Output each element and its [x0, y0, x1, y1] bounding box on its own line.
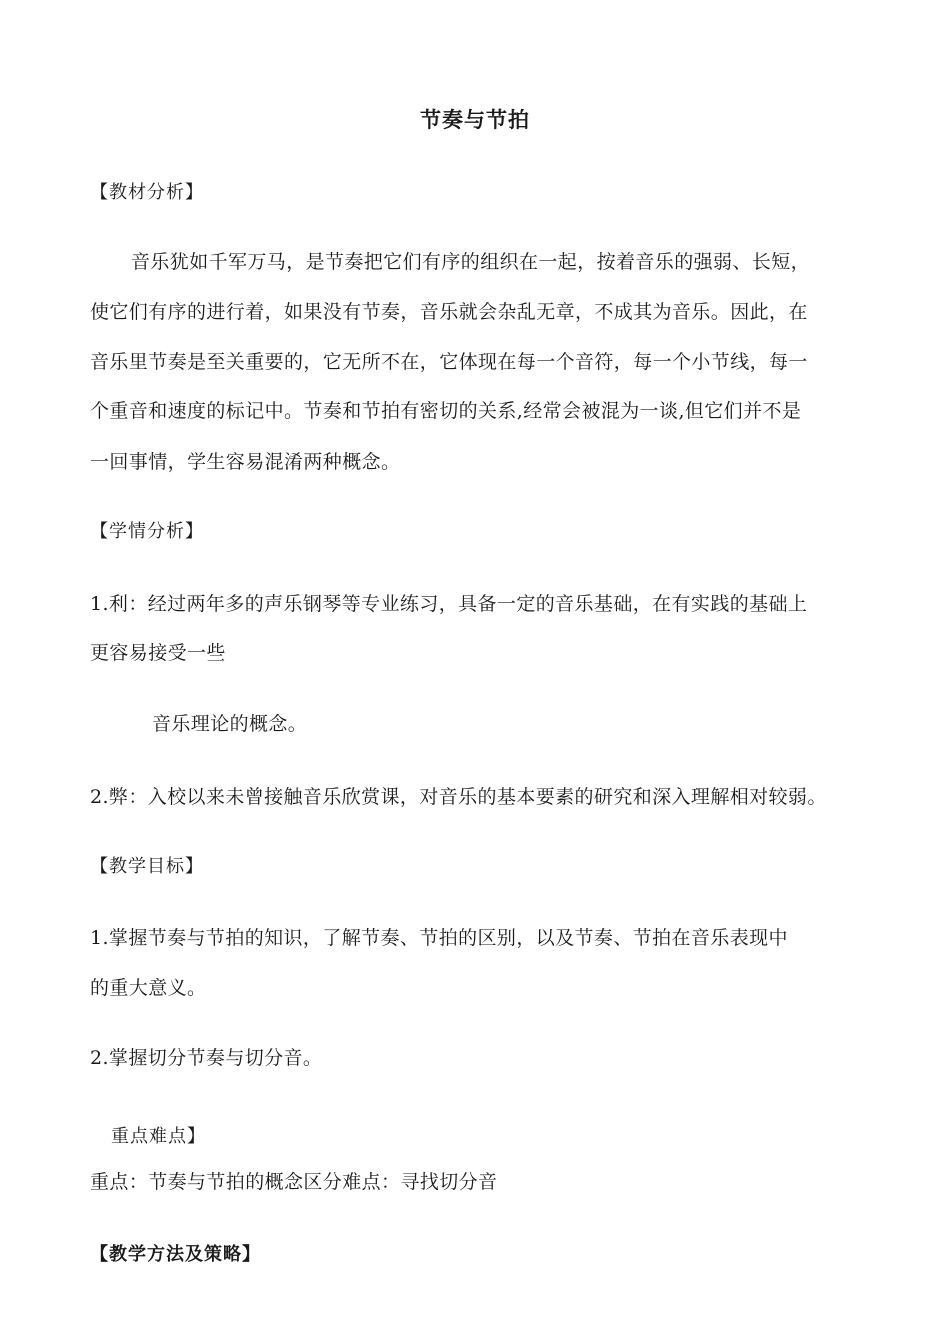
paragraph-line: 使它们有序的进行着，如果没有节奏，音乐就会杂乱无章，不成其为音乐。因此，在 [90, 301, 808, 323]
section-heading-methods: 【教学方法及策略】 [90, 1244, 261, 1265]
key-points-text: 重点：节奏与节拍的概念区分难点：寻找切分音 [90, 1171, 498, 1193]
section-heading-key-points: 重点难点】 [111, 1126, 206, 1147]
section-heading-teaching-goals: 【教学目标】 [90, 856, 204, 877]
list-item-advantage: 1.利：经过两年多的声乐钢琴等专业练习，具备一定的音乐基础，在有实践的基础上 [90, 593, 808, 615]
document-title: 节奏与节拍 [420, 108, 530, 132]
list-item-goal-1-continued: 的重大意义。 [90, 977, 207, 999]
paragraph-line: 个重音和速度的标记中。节奏和节拍有密切的关系,经常会被混为一谈,但它们并不是 [90, 400, 802, 422]
paragraph-line: 一回事情，学生容易混淆两种概念。 [90, 451, 401, 473]
section-heading-student-analysis: 【学情分析】 [90, 521, 204, 542]
paragraph-line: 音乐犹如千军万马，是节奏把它们有序的组织在一起，按着音乐的强弱、长短， [131, 251, 811, 273]
section-heading-textbook-analysis: 【教材分析】 [90, 182, 204, 203]
list-item-goal-1: 1.掌握节奏与节拍的知识，了解节奏、节拍的区别，以及节奏、节拍在音乐表现中 [90, 927, 788, 949]
list-item-advantage-continued: 更容易接受一些 [90, 642, 226, 664]
paragraph-line: 音乐里节奏是至关重要的，它无所不在，它体现在每一个音符，每一个小节线，每一 [90, 351, 808, 373]
list-item-advantage-continued: 音乐理论的概念。 [152, 713, 308, 735]
list-item-disadvantage: 2.弊：入校以来未曾接触音乐欣赏课，对音乐的基本要素的研究和深入理解相对较弱。 [90, 786, 827, 808]
list-item-goal-2: 2.掌握切分节奏与切分音。 [90, 1047, 323, 1069]
